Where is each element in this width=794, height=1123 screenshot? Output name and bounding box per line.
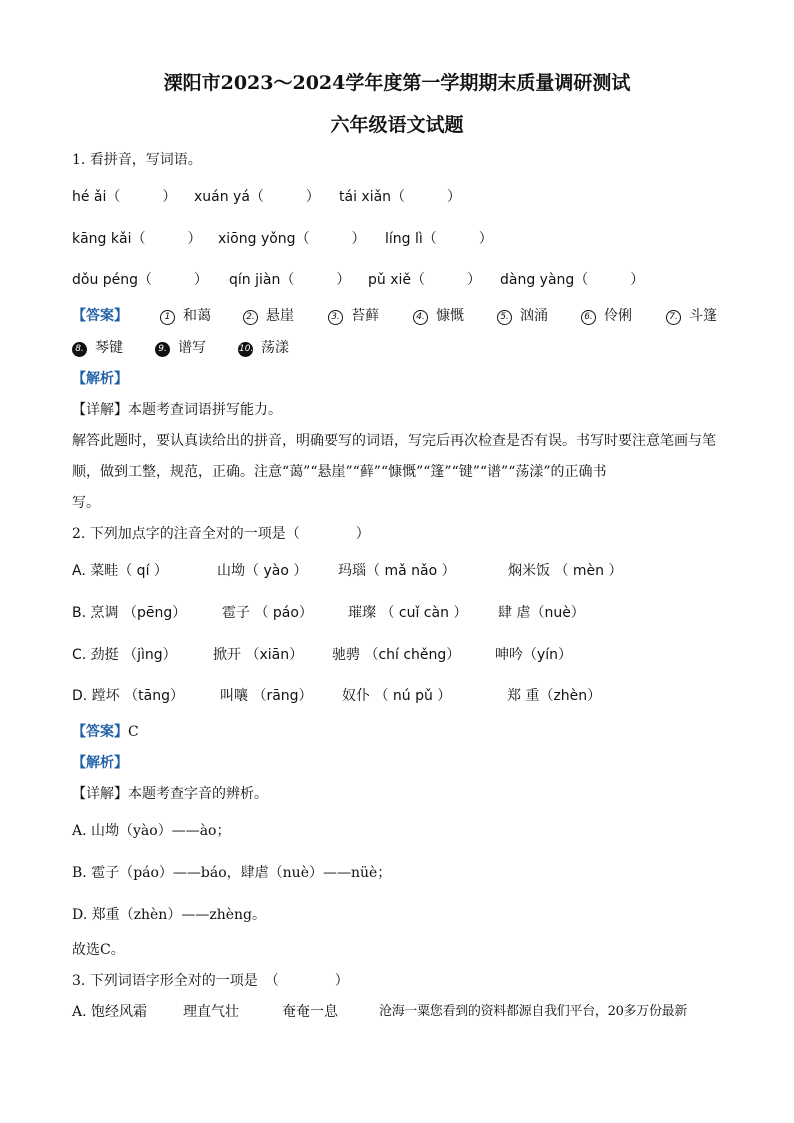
pinyin-item: qín jiàn（ ） — [229, 272, 351, 288]
option-item: 驰骋 （chí chěng） — [332, 647, 461, 663]
page-subtitle: 六年级语文试题 — [330, 114, 464, 136]
answer-tag: 【答案】 — [72, 724, 128, 740]
answer-item: 10. 荡漾 — [239, 340, 289, 356]
q3-stem: 3. 下列词语字形全对的一项是 （ ） — [72, 973, 349, 989]
number-badge-8: 8. — [72, 342, 87, 357]
answer-tag: 【答案】 — [72, 308, 128, 324]
q2-stem: 2. 下列加点字的注音全对的一项是（ ） — [72, 526, 370, 542]
q2-answer — [72, 723, 139, 741]
pinyin-item: xuán yá（ ） — [194, 189, 320, 205]
option-item: D. 蹚坏 （tāng） — [72, 688, 184, 704]
pinyin-item: dǒu péng（ ） — [72, 272, 209, 288]
pinyin-item: dàng yàng（ ） — [500, 272, 645, 288]
pinyin-item: hé ǎi（ ） — [72, 189, 177, 205]
pinyin-item: pǔ xiě（ ） — [368, 272, 481, 288]
q1-stem: 1. 看拼音，写词语。 — [72, 152, 202, 168]
answer-item: 9. 谱写 — [155, 339, 206, 357]
detail-tag: 【详解】 — [72, 402, 128, 418]
number-badge-5: 5. — [497, 310, 512, 325]
pinyin-item: tái xiǎn（ ） — [339, 189, 462, 205]
option-item: 山坳（ yào ） — [217, 563, 308, 579]
answer-item: 7. 斗篷 — [666, 307, 717, 325]
option-item: 雹子 （ páo） — [222, 605, 313, 621]
analysis-tag: 【解析】 — [72, 755, 128, 771]
option-item: 奄奄一息 — [282, 1004, 338, 1020]
q1-para-1: 解答此题时，要认真读给出的拼音，明确要写的词语，写完后再次检查是否有误。书写时要注意笔画与笔 — [72, 433, 716, 449]
number-badge-1: 1 — [160, 310, 175, 325]
option-item: 肆 虐（nuè） — [498, 605, 585, 621]
option-item: C. 劲挺 （jìng） — [72, 647, 177, 663]
answer-item: 5. 汹涌 — [497, 307, 548, 325]
option-item: 沧海一粟您看到的资料都源自我们平台，20多万份最新 — [379, 1004, 688, 1019]
answer-item: 3. 苔藓 — [328, 307, 379, 325]
detail-text: 本题考查词语拼写能力。 — [128, 402, 282, 418]
analysis-tag: 【解析】 — [72, 371, 128, 387]
pinyin-item: kāng kǎi（ ） — [72, 231, 202, 247]
q1-para-3: 写。 — [72, 495, 100, 511]
number-badge-10: 10. — [238, 342, 253, 357]
page-title: 溧阳市2023～2024学年度第一学期期末质量调研测试 — [163, 72, 631, 94]
option-item: 焖米饭 （ mèn ） — [508, 563, 623, 579]
detail-text: 本题考查字音的辨析。 — [128, 786, 268, 802]
q2-detail — [72, 785, 268, 803]
q2-correction-d: D. 郑重（zhèn）——zhèng。 — [72, 907, 266, 923]
detail-tag: 【详解】 — [72, 786, 128, 802]
q1-detail — [72, 401, 282, 419]
answer-item: 6. 伶俐 — [581, 307, 632, 325]
number-badge-7: 7. — [666, 310, 681, 325]
number-badge-2: 2. — [243, 310, 258, 325]
pinyin-item: líng lì（ ） — [385, 231, 493, 247]
q2-correction-b: B. 雹子（páo）——báo，肆虐（nuè）——nüè； — [72, 865, 392, 881]
number-badge-4: 4. — [413, 310, 428, 325]
option-item: 奴仆 （ nú pǔ ） — [342, 688, 452, 704]
answer-item: 2. 悬崖 — [243, 307, 294, 325]
pinyin-item: xiōng yǒng（ ） — [218, 231, 366, 247]
option-item: 玛瑙（ mǎ nǎo ） — [338, 563, 456, 579]
number-badge-9: 9. — [155, 342, 170, 357]
number-badge-6: 6. — [581, 310, 596, 325]
q2-correction-a: A. 山坳（yào）——ào； — [72, 823, 231, 839]
option-item: 掀开 （xiān） — [213, 647, 304, 663]
q1-para-2: 顺，做到工整，规范，正确。注意“蔼”“悬崖”“藓”“慷慨”“篷”“键”“谱”“荡漾”的正确书 — [72, 464, 607, 480]
option-item: A. 菜畦（ qí ） — [72, 563, 168, 579]
answer-item: 4. 慷慨 — [413, 307, 464, 325]
option-item: A. 饱经风霜 — [72, 1004, 148, 1020]
option-item: 璀璨 （ cuǐ càn ） — [348, 605, 468, 621]
answer-value: C — [128, 724, 139, 740]
option-item: 郑 重（zhèn） — [507, 688, 602, 704]
option-item: B. 烹调 （pēng） — [72, 605, 187, 621]
option-item: 呻吟（yín） — [495, 647, 573, 663]
option-item: 理直气壮 — [183, 1004, 239, 1020]
answer-item: 1 和蔼 — [160, 307, 211, 325]
q2-conclusion: 故选C。 — [72, 942, 125, 958]
number-badge-3: 3. — [328, 310, 343, 325]
answer-item: 8. 琴键 — [72, 339, 123, 357]
option-item: 叫嚷 （rāng） — [220, 688, 313, 704]
